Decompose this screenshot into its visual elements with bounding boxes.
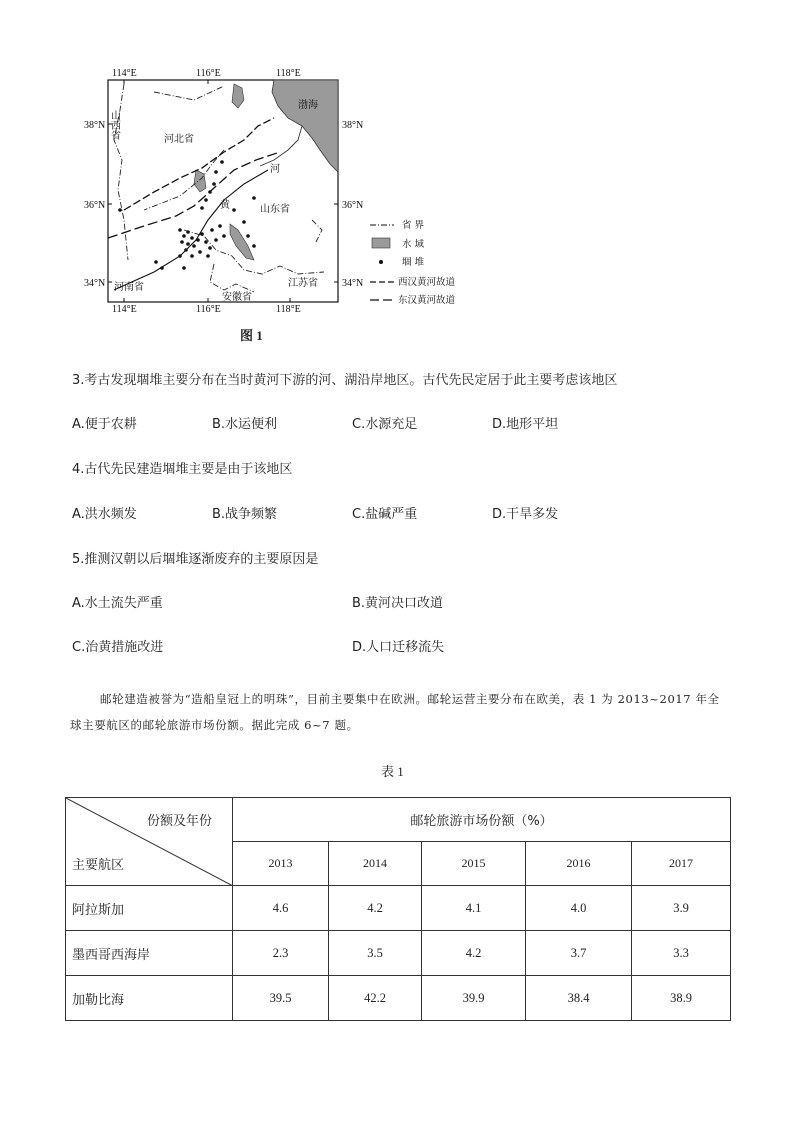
question-4-stem: 4.古代先民建造堌堆主要是由于该地区 [72,462,293,477]
lake-shape-2 [230,224,254,260]
lon-label-bottom-118: 118°E [276,304,301,315]
lat-label-left-38: 38°N [84,120,106,131]
year-header: 2016 [526,842,632,886]
share-value: 4.0 [526,886,632,931]
region-name: 墨西哥西海岸 [66,931,233,976]
q5-option-b: B.黄河决口改道 [352,596,444,611]
share-value: 38.4 [526,976,632,1021]
share-value: 4.2 [422,931,526,976]
q3-option-c: C.水源充足 [352,417,418,432]
lake-shape-1 [194,170,206,192]
label-jiangsu: 江苏省 [288,278,318,289]
corner-top-label: 份额及年份 [146,814,212,829]
label-anhui: 安徽省 [222,292,252,303]
northern-bay-shape [232,84,244,108]
q5-option-c: C.治黄措施改进 [72,640,164,655]
yellow-river [114,170,268,290]
lon-label-bottom-116: 116°E [196,304,221,315]
lon-label-top-116: 116°E [196,68,221,79]
year-header: 2017 [632,842,731,886]
q5-option-a: A.水土流失严重 [72,596,163,611]
lat-label-left-36: 36°N [84,200,106,211]
legend-east-han: 东汉黄河故道 [398,295,456,306]
share-value: 3.3 [632,931,731,976]
mound-dots [118,160,256,270]
region-name: 阿拉斯加 [66,886,233,931]
q4-option-a: A.洪水频发 [72,507,137,522]
map-legend [370,219,456,306]
legend-boundary: 省 界 [402,220,425,231]
year-header: 2013 [233,842,329,886]
q4-option-b: B.战争频繁 [212,507,278,522]
region-name: 加勒比海 [66,976,233,1021]
label-river-huang: 黄 [220,200,230,211]
share-value: 3.5 [329,931,422,976]
label-shanxi: 山西省 [108,110,120,140]
share-value: 42.2 [329,976,422,1021]
q5-option-d: D.人口迁移流失 [352,640,445,655]
table-caption: 表 1 [381,764,404,779]
table-row [66,886,731,931]
share-value: 2.3 [233,931,329,976]
share-value: 39.9 [422,976,526,1021]
q4-option-c: C.盐碱严重 [352,507,418,522]
q3-option-a: A.便于农耕 [72,417,137,432]
share-value: 4.1 [422,886,526,931]
share-value: 3.9 [632,886,731,931]
east-han-river-course [108,152,280,238]
share-value: 3.7 [526,931,632,976]
lat-label-right-34: 34°N [342,278,364,289]
question-5-stem: 5.推测汉朝以后堌堆逐渐废弃的主要原因是 [72,552,319,567]
bohai-sea-shape [272,80,338,172]
legend-mound: 堌 堆 [402,257,425,268]
label-henan: 河南省 [114,282,144,293]
legend-water: 水 域 [402,239,425,250]
year-header: 2014 [329,842,422,886]
q3-option-b: B.水运便利 [212,417,278,432]
lat-label-right-38: 38°N [342,120,364,131]
figure-caption: 图 1 [240,328,263,343]
table-row [66,931,731,976]
label-shandong: 山东省 [260,204,290,215]
question-3-stem: 3.考古发现堌堆主要分布在当时黄河下游的河、湖沿岸地区。古代先民定居于此主要考虑该地区 [72,373,618,388]
q4-option-d: D.干旱多发 [492,507,559,522]
year-header: 2015 [422,842,526,886]
west-han-river-course [124,118,274,210]
lon-label-bottom-114: 114°E [112,304,137,315]
q3-option-d: D.地形平坦 [492,417,559,432]
lat-label-left-34: 34°N [84,278,106,289]
table-row [66,976,731,1021]
label-hebei: 河北省 [164,134,194,145]
legend-west-han: 西汉黄河故道 [398,277,456,288]
table-corner-cell [66,798,233,886]
coastline [260,126,302,166]
lat-label-right-36: 36°N [342,200,364,211]
map-figure [84,60,484,352]
corner-bottom-label: 主要航区 [72,858,125,873]
cruise-passage: 邮轮建造被誉为“造船皇冠上的明珠”，目前主要集中在欧洲。邮轮运营主要分布在欧美，表 1 为 2013~2017 年全球主要航区的邮轮旅游市场份额。据此完成 6~7 题。 [70,692,720,732]
cruise-market-table [65,797,731,1021]
lon-label-top-114: 114°E [112,68,137,79]
share-value: 4.2 [329,886,422,931]
table-group-header: 邮轮旅游市场份额（%） [233,798,731,842]
label-bohai: 渤海 [298,100,318,111]
share-value: 38.9 [632,976,731,1021]
share-value: 39.5 [233,976,329,1021]
label-river-he: 河 [270,164,280,175]
lon-label-top-118: 118°E [276,68,301,79]
share-value: 4.6 [233,886,329,931]
